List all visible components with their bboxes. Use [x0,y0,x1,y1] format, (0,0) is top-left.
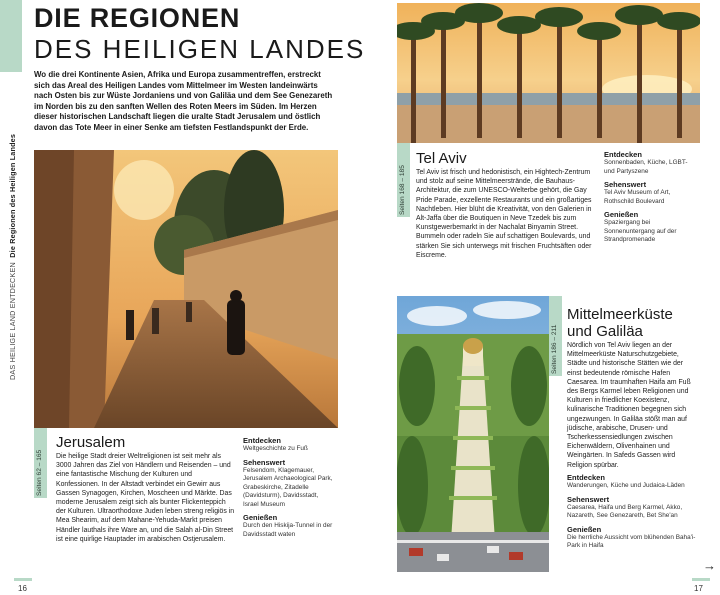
mittelmeer-entdecken-label: Entdecken [567,473,605,482]
jerusalem-photo [34,150,338,428]
mittelmeer-facts [567,473,699,555]
mittelmeer-sehenswert: Caesarea, Haifa und Berg Karmel, Akko, Nazareth, See Genezareth, Bet She'an [567,503,683,519]
mittelmeer-pages-tab [549,296,562,376]
jerusalem-sehenswert: Felsendom, Klagemauer, Jerusalem Archaeological Park, Grabeskirche, Zitadelle (Davidsturm), Davidsstadt, Israel Museum [243,466,333,508]
telaviv-sehenswert-label: Sehenswert [604,180,647,189]
jerusalem-facts [243,436,335,543]
mittelmeer-title-line2: und Galiläa [567,323,643,340]
telaviv-entdecken: Sonnenbaden, Küche, LGBT- und Partyszene [604,159,688,175]
mittelmeer-sehenswert-label: Sehenswert [567,494,610,504]
page-number-bar-left [14,578,32,581]
page-number-right: 17 [694,584,703,593]
page-number-left: 16 [18,584,27,593]
telaviv-text: Tel Aviv ist frisch und hedonistisch, ein Hightech-Zentrum und stolz auf seine Mittelmeerstrände, die Bauhaus-Architektur, die zum UNESCO-Welterbe gehört, die Gay Pride Parade, exzellente Restaurants und ein großartiges Nachtleben. Hier blüht die Kreativität, von den Galerien in Alt-Jaffa über die Boutiquen in Neve Tzedek bis zum Kunstgewerbemarkt in der Nachalat Binyamin Street. Bummeln oder radeln Sie auf schattigen Boulevards, und stärken Sie sich unterwegs mit frischen Fruchtsäften oder Eiscreme. [416,169,592,259]
side-running-head [0,80,20,380]
mittelmeer-geniessen: Die herrliche Aussicht vom blühenden Baha'i-Park in Haifa [567,533,696,549]
telaviv-entdecken-label: Entdecken [604,150,642,159]
telaviv-geniessen: Spaziergang bei Sonnenuntergang auf der Strandpromenade [604,219,677,243]
mittelmeer-text: Nördlich von Tel Aviv liegen an der Mittelmeerküste Naturschutzgebiete, Städte und historische Stätten wie der einst bedeutende römische Hafen Caesarea. Im traumhaften Haifa am Fuß des Bergs Karmel leben Religionen und Kulturen in friedlicher Koexistenz, kulinarische Traditionen begegnen sich ungezwungen. In Galiläa stößt man auf jüdische, arabische, Drusen- und Tscherkessensiedlungen zwischen Eichenwäldern, Olivenhainen und Weingärten. In Safeds Gassen wird Religion spürbar. [567,342,691,469]
jerusalem-entdecken-label: Entdecken [243,436,281,445]
mittelmeer-pages: Seiten 186 – 211 [551,324,558,374]
mittelmeer-entdecken: Wanderungen, Küche und Judaica-Läden [567,482,685,489]
jerusalem-title: Jerusalem [56,434,126,451]
telaviv-facts [604,150,698,249]
intro-paragraph: Wo die drei Kontinente Asien, Afrika und Europa zusammentreffen, erstreckt sich das Areal des Heiligen Landes vom Mittelmeer im Westen landeinwärts nach Osten bis zur Wüste Jordaniens und von Galiläa und dem See Genezareth im Norden bis zu den sanften Wellen des Roten Meers im Süden. Im Herzen dieser historischen Landschaft liegen die uralte Stadt Jerusalem und östlich davon das Tote Meer in einer Senke am tiefsten Festlandspunkt der Erde. [34,70,333,132]
telaviv-pages: Seiten 168 – 185 [399,165,406,215]
jerusalem-sehenswert-label: Sehenswert [243,457,286,467]
jerusalem-text: Die heilige Stadt dreier Weltreligionen ist seit mehr als 3000 Jahren das Ziel von Händlern und Reisenden – und eine fantastische Mischung der Kulturen und Konfessionen. In der Altstadt verbindet ein Gewirr aus Gassen Synagogen, Kirchen, Moscheen und Märkte. Das moderne Jerusalem zeigt sich als bunter Flickenteppich der Kulturen. Ultraorthodoxe Juden leben streng religiös in Mea Shearim, auf dem Mahane-Yehuda-Markt preisen Händler lauthals ihre Ware an, und die Salah al-Din Street ist eine quirlige Hauptader im arabischen Ostjerusalem. [56,453,235,543]
section-label: DAS HEILIGE LAND ENTDECKEN [8,262,17,380]
jerusalem-pages-tab [34,428,47,498]
page-subtitle: DES HEILIGEN LANDES [34,34,366,64]
mittelmeer-title-line1: Mittelmeerküste [567,306,673,323]
telaviv-photo [397,3,700,143]
telaviv-sehenswert: Tel Aviv Museum of Art, Rothschild Boulevard [604,189,671,205]
chapter-label: Die Regionen des Heiligen Landes [8,133,17,258]
telaviv-title: Tel Aviv [416,150,467,167]
accent-block [0,0,22,72]
telaviv-pages-tab [397,143,410,217]
next-page-arrow-icon[interactable]: → [703,558,716,573]
mittelmeer-title [567,306,673,340]
jerusalem-geniessen: Durch den Hiskija-Tunnel in der Davidsstadt waten [243,522,333,538]
page-number-bar-right [692,578,710,581]
jerusalem-geniessen-label: Genießen [243,513,278,522]
jerusalem-entdecken: Weltgeschichte zu Fuß [243,445,308,452]
mittelmeer-geniessen-label: Genießen [567,524,602,534]
haifa-photo [397,296,549,572]
telaviv-geniessen-label: Genießen [604,210,639,219]
page-title: DIE REGIONEN [34,3,241,33]
jerusalem-pages: Seiten 62 – 165 [36,449,43,496]
